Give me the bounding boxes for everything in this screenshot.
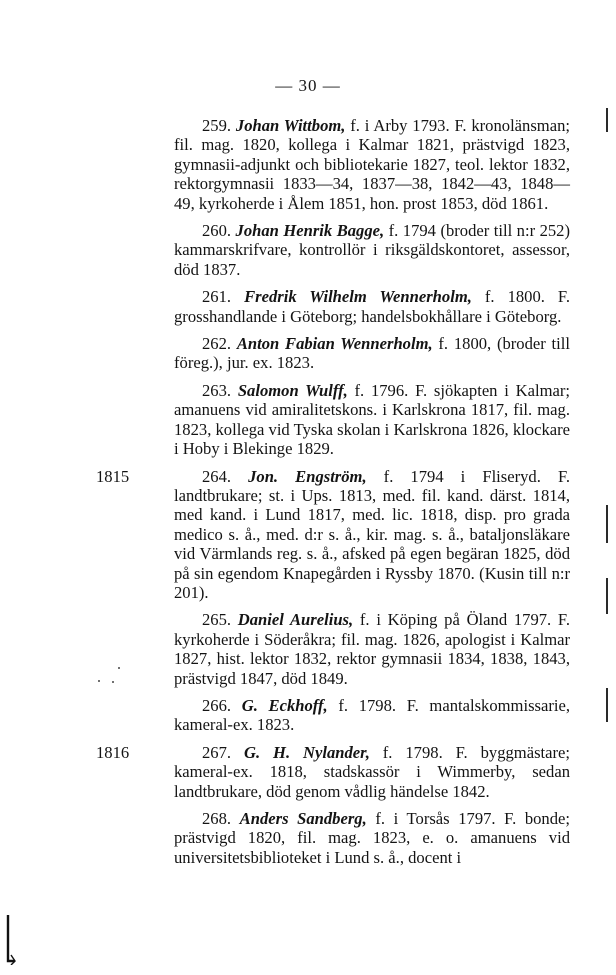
margin-year: 1816 (96, 742, 130, 762)
margin-rule (606, 578, 608, 614)
entry-number: 262. (202, 334, 232, 354)
margin-dot (112, 681, 114, 683)
entry-265 (174, 610, 570, 688)
entry-text: f. i Köping på Öland 1797. F. kyrkoherde i Söderåkra; fil. mag. 1826, apologist i Kalmar 1827, hist. lektor 1832, rektor gymnasii 1834, 1838, 1843, prästvigd 1847, död 1849. (174, 610, 570, 688)
entry-text: f. 1794 i Fliseryd. F. landtbrukare; st. i Ups. 1813, med. fil. kand. därst. 1814, med kand. i Lund 1817, med. lic. 1818, disp. pro grada medico s. å., med. d:r s. å., kir. mag. s. å., bataljonsläkare vid Värmlands reg. s. å., afsked på egen begäran 1825, död på sin egendom Knapegården i Ryssby 1870. (Kusin till n:r 201). (174, 466, 570, 602)
entry-text: f. i Arby 1793. F. kronolänsman; fil. mag. 1820, kollega i Kalmar 1821, prästvigd 1823, gymnasii-adjunkt och bibliotekarie 1827, teol. lektor 1832, rektorgymnasii 1833—34, 1837—38, 1842—43, 1848—49, kyrkoherde i Ålem 1851, hon. prost 1853, död 1861. (174, 116, 570, 213)
entry-text: f. 1796. F. sjökapten i Kalmar; amanuens vid amiralitetskons. i Karlskrona 1817, fil. mag. 1823, kollega vid Tyska skolan i Karlskrona 1826, klockare i Hoby i Blekinge 1829. (174, 380, 570, 459)
entry-text: f. 1800, (broder till föreg.), jur. ex. 1823. (174, 334, 570, 373)
entry-text: f. 1794 (broder till n:r 252) kammarskrifvare, kontrollör i riksgäldskontoret, assessor, död 1837. (174, 221, 570, 279)
entry-text: f. 1798. F. mantalskommissarie, kameral-ex. 1823. (174, 695, 570, 735)
entry-number: 268. (202, 809, 232, 828)
margin-rule (606, 108, 608, 132)
entry-number: 264. (202, 466, 232, 486)
entry-text: f. 1798. F. byggmästare; kameral-ex. 1818, stadskassör i Wimmerby, sedan landtbrukare, död genom vådlig händelse 1842. (174, 742, 571, 801)
entry-text: f. i Torsås 1797. F. bonde; prästvigd 1820, fil. mag. 1823, e. o. amanuens vid universitetsbiblioteket i Lund s. å., docent i (174, 809, 570, 867)
margin-rule (606, 688, 608, 722)
entry-name: Anders Sandberg, (239, 809, 367, 828)
entry-267 (96, 742, 571, 801)
entry-259 (174, 116, 570, 213)
text-column (96, 116, 571, 875)
entry-263 (174, 381, 570, 459)
entry-262 (174, 334, 570, 373)
entry-name: Jon. Engström, (248, 466, 367, 486)
entry-name: G. H. Nylander, (243, 742, 370, 762)
margin-year: 1815 (96, 466, 130, 486)
entry-name: G. Eckhoff, (241, 695, 328, 715)
page-number: — 30 — (275, 76, 341, 95)
entry-name: Salomon Wulff, (237, 380, 348, 400)
entry-number: 261. (202, 287, 232, 307)
entry-name: Johan Wittbom, (235, 116, 346, 135)
entry-number: 266. (202, 695, 232, 715)
entry-name: Daniel Aurelius, (237, 610, 354, 630)
margin-rule (606, 505, 608, 543)
entry-261 (174, 287, 570, 326)
entry-number: 260. (202, 221, 232, 241)
margin-dot (98, 680, 100, 682)
margin-dot (118, 667, 120, 669)
corner-mark-icon (6, 915, 16, 965)
entry-number: 263. (202, 380, 232, 400)
entry-264 (96, 466, 570, 603)
entry-266 (174, 696, 570, 735)
entry-name: Fredrik Wilhelm Wennerholm, (244, 287, 472, 307)
entry-260 (174, 221, 570, 279)
entry-268 (174, 809, 570, 867)
entry-number: 259. (202, 116, 232, 135)
entry-name: Anton Fabian Wennerholm, (236, 334, 433, 354)
entry-number: 267. (202, 742, 232, 762)
entry-number: 265. (202, 610, 232, 630)
entry-name: Johan Henrik Bagge, (235, 221, 385, 241)
entry-text: f. 1800. F. grosshandlande i Göteborg; handelsbokhållare i Göteborg. (174, 287, 570, 326)
